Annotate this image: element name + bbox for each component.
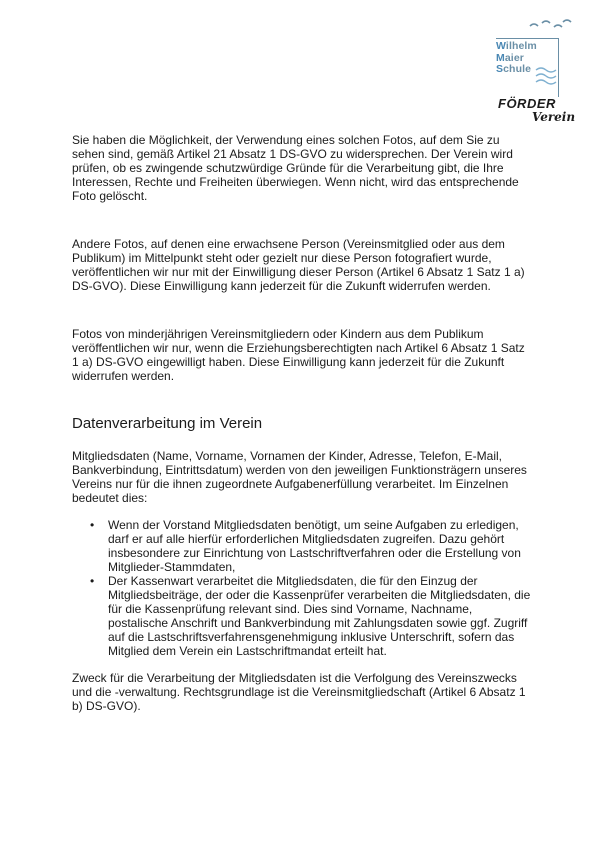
waves-icon bbox=[534, 66, 558, 86]
list-item-board: • Wenn der Vorstand Mitgliedsdaten benötigt, um seine Aufgaben zu erledigen, darf er auf alle hierfür erforderlichen Mitgliedsdaten zugreifen. Dazu gehört insbesondere zur Einrichtung von Lastschriftverfahren oder die Erstellung von Mitglieder-Stammdaten, bbox=[108, 518, 532, 574]
paragraph-purpose: Zweck für die Verarbeitung der Mitgliedsdaten ist die Verfolgung des Vereinszwecks und die -verwaltung. Rechtsgrundlage ist die Vereinsmitgliedschaft (Artikel 6 Absatz 1 b) DS-GVO). bbox=[72, 671, 526, 713]
logo-foerder: FÖRDER bbox=[498, 96, 556, 111]
paragraph-photo-objection: Sie haben die Möglichkeit, der Verwendung eines solchen Fotos, auf dem Sie zu sehen sind, gemäß Artikel 21 Absatz 1 DS-GVO zu widersprechen. Der Verein wird prüfen, ob es zwingende schutzwürdige Gründe für die Verarbeitung gibt, die Ihre Interessen, Rechte und Freiheiten überwiegen. Wenn nicht, wird das entsprechende Foto gelöscht. bbox=[72, 133, 519, 203]
logo-verein: Verein bbox=[532, 110, 576, 124]
logo bbox=[494, 16, 578, 124]
document-body bbox=[72, 133, 532, 713]
bullet-list bbox=[72, 518, 532, 658]
list-item-treasurer: • Der Kassenwart verarbeitet die Mitgliedsdaten, die für den Einzug der Mitgliedsbeiträge, der oder die Kassenprüfer verarbeiten die Mitgliedsdaten, die für die Kassenprüfung relevant sind. Dies sind Vorname, Nachname, postalische Anschrift und Bankverbindung mit Zahlungsdaten sowie ggf. Zugriff auf die Lastschriftsverfahrensgenehmigung inklusive Unterschrift, sofern das Mitglied dem Verein ein Lastschriftmandat erteilt hat. bbox=[108, 574, 532, 658]
paragraph-adult-photos: Andere Fotos, auf denen eine erwachsene Person (Vereinsmitglied oder aus dem Publikum) im Mittelpunkt steht oder gezielt nur diese Person fotografiert wurde, veröffentlichen wir nur mit der Einwilligung dieser Person (Artikel 6 Absatz 1 Satz 1 a) DS-GVO). Diese Einwilligung kann jederzeit für die Zukunft widerrufen werden. bbox=[72, 237, 525, 293]
paragraph-member-data: Mitgliedsdaten (Name, Vorname, Vornamen der Kinder, Adresse, Telefon, E-Mail, Bankverbindung, Eintrittsdatum) werden von den jeweiligen Funktionsträgern unseres Vereins nur für die ihnen zugeordnete Aufgabenerfüllung verarbeitet. Im Einzelnen bedeutet dies: bbox=[72, 449, 527, 505]
logo-school-name: Wilhelm Maier Schule bbox=[496, 40, 537, 75]
paragraph-minor-photos: Fotos von minderjährigen Vereinsmitgliedern oder Kindern aus dem Publikum veröffentlichen wir nur, wenn die Erziehungsberechtigten nach Artikel 6 Absatz 1 Satz 1 a) DS-GVO eingewilligt haben. Diese Einwilligung kann jederzeit für die Zukunft widerrufen werden. bbox=[72, 327, 525, 383]
section-heading: Datenverarbeitung im Verein bbox=[72, 415, 263, 432]
birds-icon bbox=[528, 16, 574, 34]
